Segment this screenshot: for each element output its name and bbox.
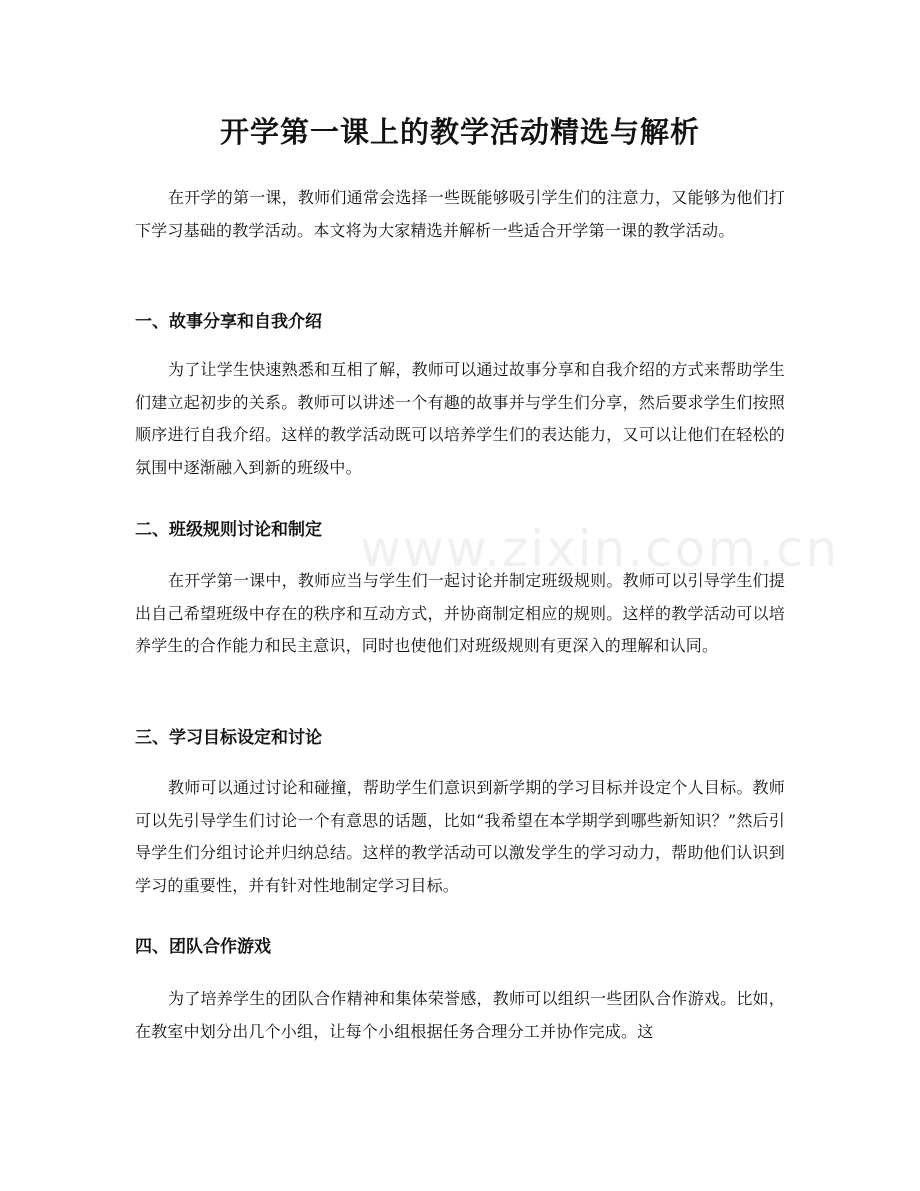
section-body-4: 为了培养学生的团队合作精神和集体荣誉感，教师可以组织一些团队合作游戏。比如，在教室中划分出几个小组，让每个小组根据任务合理分工并协作完成。这 [135,989,785,1041]
document-title: 开学第一课上的教学活动精选与解析 [219,115,700,149]
section-heading-2: 二、班级规则讨论和制定 [135,520,322,540]
intro-paragraph: 在开学的第一课，教师们通常会选择一些既能够吸引学生们的注意力，又能够为他们打下学习基础的教学活动。本文将为大家精选并解析一些适合开学第一课的教学活动。 [135,188,785,240]
watermark: www.zixin.com.cn [360,520,840,578]
section-heading-1: 一、故事分享和自我介绍 [135,312,322,332]
section-body-3: 教师可以通过讨论和碰撞，帮助学生们意识到新学期的学习目标并设定个人目标。教师可以先引导学生们讨论一个有意思的话题，比如“我希望在本学期学到哪些新知识？”然后引导学生们分组讨论并归纳总结。这样的教学活动可以激发学生的学习动力，帮助他们认识到学习的重要性，并有针对性地制定学习目标。 [135,778,785,895]
section-body-1: 为了让学生快速熟悉和互相了解，教师可以通过故事分享和自我介绍的方式来帮助学生们建立起初步的关系。教师可以讲述一个有趣的故事并与学生们分享，然后要求学生们按照顺序进行自我介绍。这样的教学活动既可以培养学生们的表达能力，又可以让他们在轻松的氛围中逐渐融入到新的班级中。 [135,360,785,477]
section-heading-3: 三、学习目标设定和讨论 [135,728,322,748]
section-body-2: 在开学第一课中，教师应当与学生们一起讨论并制定班级规则。教师可以引导学生们提出自己希望班级中存在的秩序和互动方式，并协商制定相应的规则。这样的教学活动可以培养学生的合作能力和民主意识，同时也使他们对班级规则有更深入的理解和认同。 [135,571,785,655]
section-heading-4: 四、团队合作游戏 [135,937,271,957]
